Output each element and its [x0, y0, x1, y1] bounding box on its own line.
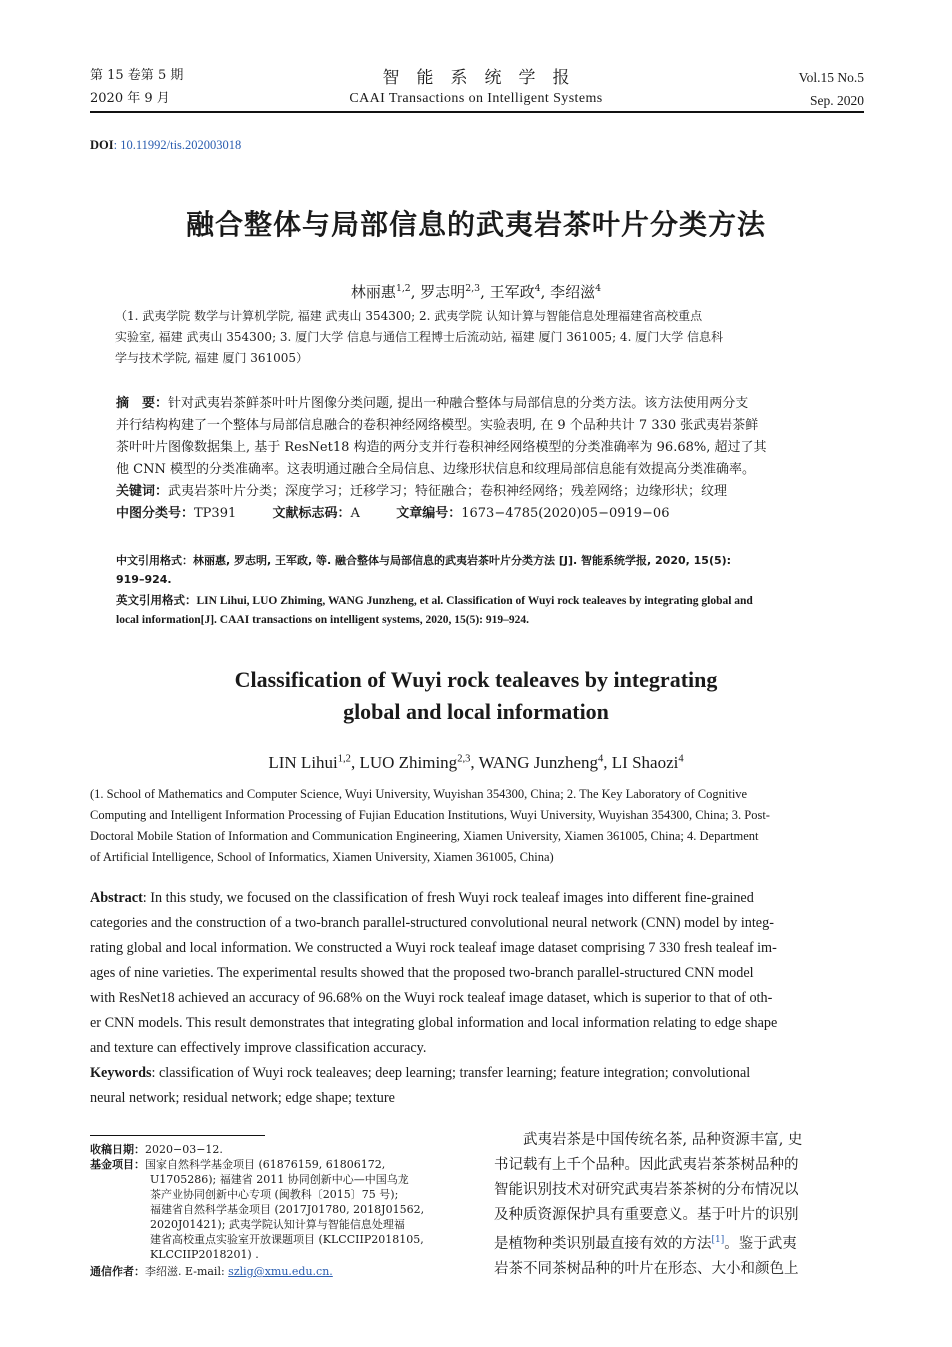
- footnote: [90, 1142, 470, 1279]
- doi-line: [90, 137, 241, 153]
- doi-label: DOI: [90, 138, 114, 152]
- header-journal-cn: 智 能 系 统 学 报: [382, 68, 570, 88]
- en-abstract: Abstract: In this study, we focused on the classification of fresh Wuyi rock tealeaf images into different fine-grained categories and the construction of a two-branch parallel-structured convolutional neural network (CNN) model by integ- rating global and local information. We constructed a Wuyi rock tealeaf image dataset comprising 7 330 fresh tealeaf im- ages of nine varieties. The experimental results showed that the proposed two-branch parallel-structured CNN model with ResNet18 achieved an accuracy of 96.68% on the Wuyi rock tealeaf image dataset, which is superior to that of oth- er CNN models. This result demonstrates that integrating global information and local information relating to edge shape and texture can effectively improve classification accuracy. Keywords: classification of Wuyi rock tealeaves; deep learning; transfer learning; feature integration; convolutional neural network; residual network; edge shape; texture: [90, 886, 864, 1111]
- corresponding-author: 通信作者：李绍滋. E-mail: szlig@xmu.edu.cn.: [90, 1265, 333, 1278]
- funding: 基金项目：国家自然科学基金项目 (61876159, 61806172, U1705286); 福建省 2011 协同创新中心—中国乌龙 茶产业协同创新中心专项 (闽教科〔2015〕75 号); 福建省自然科学基金项目 (2017J01780, 2018J01562, 2020J01421); 武夷学院认知计算与智能信息处理福 建省高校重点实验室开放课题项目 (KLCCIIP2018105, KLCCIIP2018201) .: [90, 1158, 425, 1261]
- en-affiliations: (1. School of Mathematics and Computer Science, Wuyi University, Wuyishan 354300, China; 2. The Key Laboratory of Cognitive Computing and Intelligent Information Processing of Fujian Education Institutions, Wuyi University, Wuyishan 354300, China; 3. Post- Doctoral Mobile Station of Information and Communication Engineering, Xiamen University, Xiamen 361005, China; 4. Department of Artificial Intelligence, School of Informatics, Xiamen University, Xiamen 361005, China): [90, 787, 770, 864]
- body-paragraph: 武夷岩茶是中国传统名茶, 品种资源丰富, 史 书记载有上千个品种。因此武夷岩茶茶树品种的 智能识别技术对研究武夷岩茶茶树的分布情况以 及种质资源保护具有重要意义。基于叶片的识别 是植物种类识别最直接有效的方法[1]。鉴于武夷 岩茶不同茶树品种的叶片在形态、大小和颜色上: [494, 1132, 803, 1277]
- en-abstract-label: Abstract: [90, 890, 143, 906]
- cn-abstract-label: 摘 要：: [116, 396, 169, 411]
- citation-block: 中文引用格式：林丽惠, 罗志明, 王军政, 等. 融合整体与局部信息的武夷岩茶叶片分类方法 [J]. 智能系统学报, 2020, 15(5): 919–924. 英文引用格式：LIN Lihui, LUO Zhiming, WANG Junzheng, et al. Classification of Wuyi rock tealeaves by integrating global and local information[J]. CAAI transactions on intelligent systems, 2020, 15(5): 919–924.: [116, 551, 864, 630]
- header-journal-en: CAAI Transactions on Intelligent Systems: [349, 91, 603, 106]
- cn-affiliations: （1. 武夷学院 数学与计算机学院, 福建 武夷山 354300; 2. 武夷学院 认知计算与智能信息处理福建省高校重点 实验室, 福建 武夷山 354300; 3. 厦门大学 信息与通信工程博士后流动站, 福建 厦门 361005; 4. 厦门大学 信息科 学与技术学院, 福建 厦门 361005）: [115, 309, 724, 365]
- email-link[interactable]: szlig@xmu.edu.cn.: [228, 1265, 333, 1278]
- citation-cn: 中文引用格式：林丽惠, 罗志明, 王军政, 等. 融合整体与局部信息的武夷岩茶叶片分类方法 [J]. 智能系统学报, 2020, 15(5):: [116, 554, 732, 567]
- cn-title: 融合整体与局部信息的武夷岩茶叶片分类方法: [185, 208, 766, 241]
- reference-link[interactable]: [1]: [711, 1235, 725, 1245]
- header-date-cn: 2020 年 9 月: [90, 91, 170, 106]
- header-volume-cn: 第 15 卷第 5 期: [90, 68, 184, 83]
- en-keywords: Keywords: classification of Wuyi rock tealeaves; deep learning; transfer learning; feature integration; convolutional: [90, 1065, 751, 1081]
- cn-abstract: 摘 要：针对武夷岩茶鲜茶叶叶片图像分类问题, 提出一种融合整体与局部信息的分类方法。该方法使用两分支 并行结构构建了一个整体与局部信息融合的卷积神经网络模型。实验表明, 在 9 个品种共计 7 330 张武夷岩茶鲜 茶叶叶片图像数据集上, 基于 ResNet18 构造的两分支并行卷积神经网络模型的分类准确率为 96.68%, 超过了其 他 CNN 模型的分类准确率。这表明通过融合全局信息、边缘形状信息和纹理局部信息能有效提高分类准确率。 关键词：武夷岩茶叶片分类；深度学习；迁移学习；特征融合；卷积神经网络；残差网络；边缘形状；纹理 中图分类号：TP391 文献标志码：A 文章编号：1673−4785(2020)05−0919−06: [116, 393, 864, 525]
- header-rule: [90, 111, 864, 113]
- received-date: 收稿日期：2020−03−12.: [90, 1143, 223, 1156]
- cn-author-2: 罗志明$^{2,3}$: [420, 283, 481, 301]
- cn-author-3: 王军政$^4$: [489, 283, 541, 301]
- cn-authors: 林丽惠$^{1,2}$, 罗志明$^{2,3}$, 王军政$^4$, 李绍滋$^4$: [350, 283, 602, 301]
- footnote-rule: [90, 1135, 265, 1136]
- en-authors: LIN Lihui$^{1,2}$, LUO Zhiming$^{2,3}$, WANG Junzheng$^4$, LI Shaozi$^4$: [268, 753, 684, 772]
- cn-author-1: 林丽惠$^{1,2}$: [350, 283, 411, 301]
- doi-link[interactable]: : 10.11992/tis.202003018: [113, 138, 242, 152]
- cn-keywords: 关键词：武夷岩茶叶片分类；深度学习；迁移学习；特征融合；卷积神经网络；残差网络；边缘形状；纹理: [116, 484, 728, 499]
- header-volume-en: Vol.15 No.5: [798, 70, 864, 85]
- cn-classification: 中图分类号：TP391 文献标志码：A 文章编号：1673−4785(2020)05−0919−06: [116, 506, 670, 521]
- citation-en: 英文引用格式：LIN Lihui, LUO Zhiming, WANG Junzheng, et al. Classification of Wuyi rock tealeaves by integrating global and: [116, 595, 753, 607]
- header-date-en: Sep. 2020: [810, 93, 864, 108]
- cn-author-4: 李绍滋$^4$: [550, 283, 602, 301]
- en-title: Classification of Wuyi rock tealeaves by integrating global and local information: [234, 667, 718, 724]
